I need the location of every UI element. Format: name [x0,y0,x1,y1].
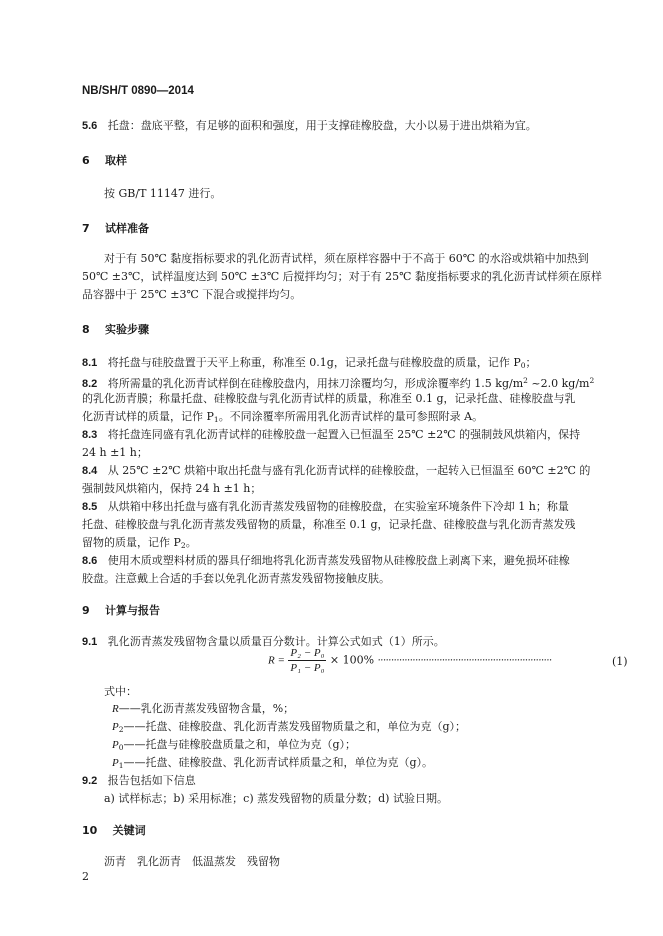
clause-8-3-line-2: 24 h ±1 h； [82,446,148,459]
definition-text: ——乳化沥青蒸发残留物含量，%； [118,702,295,715]
clause-8-4-line-2: 强制鼓风烘箱内，保持 24 h ±1 h； [82,482,262,495]
clause-number: 8.5 [82,501,98,513]
definition-p2 [112,718,466,738]
clause-number: 8.3 [82,429,98,441]
clause-text: 化沥青试样的质量，记作 P [82,410,214,423]
section-10-heading [82,822,146,838]
definition-p0 [112,736,356,756]
clause-number: 9.1 [82,636,98,648]
formula-leader-dots: ································································· [377,655,552,667]
clause-8-5-line-2: 托盘、硅橡胶盘与乳化沥青蒸发残留物的质量，称准至 0.1 g，记录托盘、硅橡胶盘与乳化沥青蒸发残 [82,518,576,531]
formula-fraction [288,646,326,675]
formula-1 [268,646,552,675]
clause-5-6 [82,117,537,135]
clause-9-2 [82,772,196,790]
clause-number: 5.6 [82,120,98,132]
clause-text: 将所需量的乳化沥青试样倒在硅橡胶盘内，用抹刀涂覆均匀，形成涂覆率约 1.5 kg/m [107,377,524,390]
section-number: 10 [82,824,98,837]
section-6-heading [82,152,127,168]
subscript: 1 [213,415,219,424]
section-number: 6 [82,154,90,167]
superscript: 2 [523,376,528,385]
where-label: 式中： [104,685,137,698]
section-8-heading [82,321,149,337]
clause-text: 留物的质量，记作 P [82,536,181,549]
clause-text: 从烘箱中移出托盘与盛有乳化沥青蒸发残留物的硅橡胶盘，在实验室环境条件下冷却 1 h；称量 [107,500,569,513]
formula-rhs: × 100% [329,653,375,667]
section-number: 9 [82,604,90,617]
report-items: a) 试样标志；b) 采用标准；c) 蒸发残留物的质量分数；d) 试验日期。 [104,792,448,805]
clause-8-1 [82,354,537,374]
clause-text: 乳化沥青蒸发残留物含量以质量百分数计。计算公式如式（1）所示。 [107,635,445,648]
definition-p1 [112,754,433,774]
section-6-body: 按 GB/T 11147 进行。 [104,187,222,200]
section-7-line-3: 品容器中于 25℃ ±3℃ 下混合或搅拌均匀。 [82,288,302,301]
clause-number: 9.2 [82,775,98,787]
subscript: 2 [118,725,124,734]
formula-denominator: P₁ − P₀ [290,662,325,674]
section-title: 实验步骤 [104,323,149,336]
definition-text: ——托盘与硅橡胶盘质量之和，单位为克（g）； [123,738,357,751]
clause-text: 。不同涂覆率所需用乳化沥青试样的量可参照附录 A。 [218,410,484,423]
clause-number: 8.4 [82,465,98,477]
definition-text: ——托盘、硅橡胶盘、乳化沥青试样质量之和，单位为克（g）。 [123,756,434,769]
clause-text: 将托盘与硅胶盘置于天平上称重，称准至 0.1g，记录托盘与硅橡胶盘的质量，记作 P [107,356,521,369]
clause-8-6-line-2: 胶盘。注意戴上合适的手套以免乳化沥青蒸发残留物接触皮肤。 [82,572,390,585]
section-7-line-2: 50℃ ±3℃，试样温度达到 50℃ ±3℃ 后搅拌均匀；对于有 25℃ 黏度指标要求的乳化沥青试样须在原样 [82,270,602,283]
clause-8-5-line-1 [82,498,569,516]
clause-8-3-line-1 [82,426,580,444]
subscript: 0 [118,743,124,752]
section-number: 8 [82,323,90,336]
subscript: 0 [520,361,526,370]
section-title: 取样 [104,154,127,167]
clause-text: 从 25℃ ±2℃ 烘箱中取出托盘与盛有乳化沥青试样的硅橡胶盘，一起转入已恒温至 60℃ ±2℃ 的 [107,464,591,477]
section-title: 计算与报告 [104,604,160,617]
clause-text: 将托盘连同盛有乳化沥青试样的硅橡胶盘一起置入已恒温至 25℃ ±2℃ 的强制鼓风烘箱内，保持 [107,428,581,441]
doc-code: NB/SH/T 0890—2014 [82,85,194,97]
definition-r [112,700,294,718]
clause-text: ~2.0 kg/m [527,377,590,390]
section-number: 7 [82,222,90,235]
section-9-heading [82,602,160,618]
clause-8-2-line-3 [82,408,483,428]
formula-lhs: R = [268,654,285,667]
section-7-line-1: 对于有 50℃ 黏度指标要求的乳化沥青试样，须在原样容器中于不高于 60℃ 的水浴或烘箱中加热到 [104,252,589,265]
keywords: 沥青 乳化沥青 低温蒸发 残留物 [104,855,280,868]
definition-text: ——托盘、硅橡胶盘、乳化沥青蒸发残留物质量之和，单位为克（g）； [123,720,467,733]
clause-8-6-line-1 [82,552,570,570]
clause-text: 。 [185,536,197,549]
clause-text: 使用木质或塑料材质的器具仔细地将乳化沥青蒸发残留物从硅橡胶盘上剥离下来，避免损坏硅橡 [107,554,570,567]
equation-number: (1) [612,655,628,668]
definition-symbol: P [112,757,119,769]
clause-text: 托盘：盘底平整，有足够的面积和强度，用于支撑硅橡胶盘，大小以易于进出烘箱为宜。 [107,119,537,132]
subscript: 2 [180,541,186,550]
section-title: 关键词 [112,824,146,837]
formula-numerator: P₂ − P₀ [290,647,325,659]
superscript: 2 [589,376,595,385]
subscript: 1 [118,761,124,770]
clause-text-end: ； [525,356,537,369]
clause-8-4-line-1 [82,462,590,480]
section-7-heading [82,220,149,236]
clause-8-2-line-2: 的乳化沥青膜；称量托盘、硅橡胶盘与乳化沥青试样的质量，称准至 0.1 g，记录托盘、硅橡胶盘与乳 [82,392,576,405]
definition-symbol: P [112,721,119,733]
page-number: 2 [82,870,89,883]
clause-8-5-line-3 [82,534,197,554]
clause-number: 8.6 [82,555,98,567]
clause-number: 8.1 [82,357,98,369]
definition-symbol: R [112,703,119,715]
section-title: 试样准备 [104,222,149,235]
clause-text: 报告包括如下信息 [107,774,196,787]
definition-symbol: P [112,739,119,751]
clause-number: 8.2 [82,378,98,390]
